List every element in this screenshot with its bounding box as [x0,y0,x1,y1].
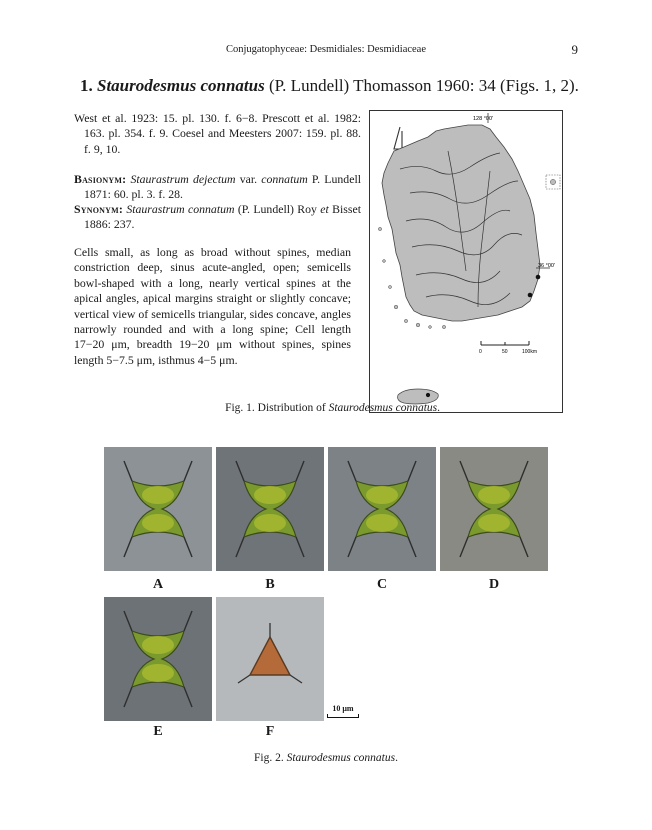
micrograph-d-svg [440,447,548,571]
basionym-rank: var. [235,172,262,186]
micrograph-b [216,447,324,571]
species-heading [80,76,579,96]
page-number: 9 [571,42,578,57]
synonym-name: Staurastrum connatum [126,202,235,216]
micrograph-c-svg [328,447,436,571]
ulleungdo-island [550,179,555,184]
island [378,227,381,230]
species-number: 1. [80,76,93,95]
panel-label-c: C [376,577,388,592]
panel-label-d: D [488,577,500,592]
fig1-caption [0,402,440,414]
basionym-entry [74,172,361,203]
korea-map-svg [370,111,562,412]
synonym-citation: Bisset 1886: 237. [84,202,361,232]
fig1-caption-species: Staurodesmus connatus [328,402,438,414]
basionym-label: Basionym: [74,172,127,186]
micrograph-e-svg [104,597,212,721]
island [389,286,392,289]
micrograph-d [440,447,548,571]
micrograph-b-svg [216,447,324,571]
island [404,319,407,322]
panel-label-e: E [153,724,163,739]
scale-label-100km: 100km [522,349,538,355]
synonym-label: Synonym: [74,202,123,216]
basionym-citation: P. Lundell 1871: 60. pl. 3. f. 28. [84,172,361,202]
species-authority: (P. Lundell) Thomasson 1960: 34 (Figs. 1, 2). [264,76,579,95]
island [394,305,398,309]
occurrence-point [528,293,533,298]
scale-bar-line [327,714,359,718]
micrograph-f-svg [216,597,324,721]
species-binomial: Staurodesmus connatus [97,76,265,95]
panel-label-f: F [265,724,275,739]
latitude-label: 36 °00' [538,263,556,269]
species-description: Cells small, as long as broad without spines, median constriction deep, sinus acute-angled, open; semicells bowl-shaped with a long, nearly vertical spines at the apical angles, apical margins straight or slightly concave; vertical view of semicells triangular, sides concave, angles narrowly rounded and with a long spine; Cell length 17−20 μm, breadth 19−20 μm without spines, spines length 5−7.5 μm, isthmus 4−5 μm. [74,245,351,367]
micrograph-scale-bar [327,704,359,720]
fig1-caption-suffix: . [437,402,440,414]
distribution-map [369,110,563,413]
running-head: Conjugatophyceae: Desmidiales: Desmidiaceae [225,44,426,55]
micrograph-f [216,597,324,721]
literature-references: West et al. 1923: 15. pl. 130. f. 6−8. Prescott et al. 1982: 163. pl. 354. f. 9. Coesel and Meesters 2007: 159. pl. 88. f. 9, 10. [74,111,361,156]
occurrence-point [536,275,541,280]
panel-label-b: B [265,577,275,592]
basionym-name: Staurastrum dejectum [130,172,236,186]
scale-label-0: 0 [479,349,482,355]
basionym-variety: connatum [261,172,308,186]
micrograph-e [104,597,212,721]
mainland-landmass [382,125,540,321]
occurrence-point [426,393,430,397]
fig1-caption-prefix: Fig. 1. Distribution of [225,402,329,414]
panel-label-a: A [152,577,164,592]
island [442,325,445,328]
fig2-caption-species: Staurodesmus connatus [286,752,396,764]
fig2-caption [0,752,652,764]
fig2-caption-suffix: . [395,752,398,764]
micrograph-a-svg [104,447,212,571]
scale-bar-label: 10 μm [332,704,354,713]
synonym-authority: (P. Lundell) Roy [234,202,321,216]
synonym-entry [74,202,361,233]
micrograph-c [328,447,436,571]
island [416,323,420,327]
island [429,326,432,329]
longitude-label: 128 °00' [473,116,494,122]
island [383,260,386,263]
fig2-caption-prefix: Fig. 2. [254,752,287,764]
synonym-etal: et [320,202,329,216]
scale-label-50: 50 [502,349,508,355]
micrograph-a [104,447,212,571]
map-scale-bar [479,341,537,355]
